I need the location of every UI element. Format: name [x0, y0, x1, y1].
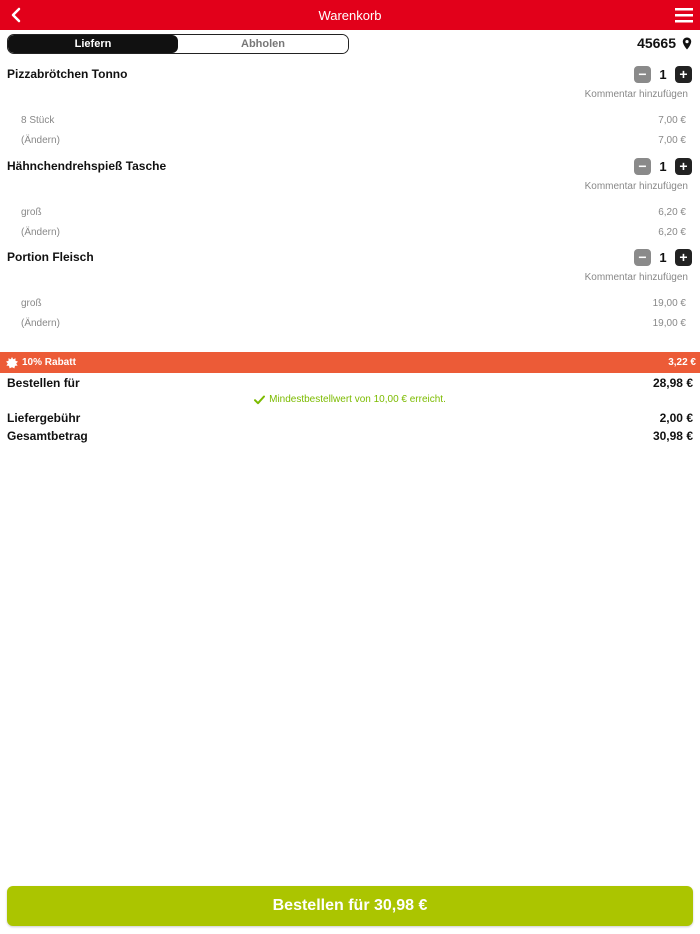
order-for-label: Bestellen für	[7, 376, 80, 390]
item-option: groß	[21, 207, 42, 218]
item-option: 8 Stück	[21, 115, 55, 126]
decrease-quantity-button[interactable]: −	[634, 249, 651, 266]
change-item-link[interactable]: (Ändern)	[21, 227, 60, 238]
tab-liefern[interactable]: Liefern	[8, 35, 178, 53]
delivery-mode-toggle	[7, 34, 349, 54]
increase-quantity-button[interactable]: +	[675, 249, 692, 266]
zip-selector[interactable]	[637, 35, 692, 51]
add-comment-link[interactable]: Kommentar hinzufügen	[584, 89, 688, 100]
delivery-fee-label: Liefergebühr	[7, 411, 81, 425]
place-order-button[interactable]: Bestellen für 30,98 €	[7, 886, 693, 926]
option-price: 7,00 €	[658, 115, 686, 126]
add-comment-link[interactable]: Kommentar hinzufügen	[584, 272, 688, 283]
item-total: 6,20 €	[658, 227, 686, 238]
item-total: 19,00 €	[652, 318, 686, 329]
quantity-value: 1	[659, 250, 667, 265]
zip-code: 45665	[637, 35, 676, 51]
discount-label: 10% Rabatt	[22, 357, 76, 368]
quantity-value: 1	[659, 159, 667, 174]
back-arrow-icon[interactable]	[8, 6, 26, 24]
location-pin-icon	[682, 37, 692, 50]
cart-item	[0, 159, 700, 249]
tab-abholen[interactable]: Abholen	[178, 35, 348, 53]
discount-star-icon	[6, 357, 18, 369]
total-row	[7, 429, 693, 443]
checkmark-icon	[254, 395, 265, 405]
option-price: 19,00 €	[652, 298, 686, 309]
cart-item	[0, 250, 700, 340]
discount-bar	[0, 352, 700, 373]
quantity-stepper	[634, 249, 692, 266]
add-comment-link[interactable]: Kommentar hinzufügen	[584, 181, 688, 192]
increase-quantity-button[interactable]: +	[675, 158, 692, 175]
delivery-fee-value: 2,00 €	[659, 411, 693, 425]
hamburger-menu-icon[interactable]	[674, 6, 694, 24]
quantity-stepper	[634, 66, 692, 83]
item-total: 7,00 €	[658, 135, 686, 146]
order-for-row	[7, 376, 693, 390]
total-label: Gesamtbetrag	[7, 429, 88, 443]
item-option: groß	[21, 298, 42, 309]
option-price: 6,20 €	[658, 207, 686, 218]
decrease-quantity-button[interactable]: −	[634, 158, 651, 175]
cart-item	[0, 67, 700, 157]
page-title: Warenkorb	[318, 7, 382, 23]
quantity-value: 1	[659, 67, 667, 82]
item-name: Portion Fleisch	[7, 250, 94, 264]
delivery-fee-row	[7, 411, 693, 425]
total-value: 30,98 €	[652, 429, 693, 443]
decrease-quantity-button[interactable]: −	[634, 66, 651, 83]
app-header	[0, 0, 700, 30]
change-item-link[interactable]: (Ändern)	[21, 318, 60, 329]
order-for-value: 28,98 €	[652, 376, 693, 390]
item-name: Hähnchendrehspieß Tasche	[7, 159, 167, 173]
change-item-link[interactable]: (Ändern)	[21, 135, 60, 146]
discount-value: 3,22 €	[668, 357, 696, 368]
increase-quantity-button[interactable]: +	[675, 66, 692, 83]
quantity-stepper	[634, 158, 692, 175]
minimum-order-text: Mindestbestellwert von 10,00 € erreicht.	[269, 394, 446, 405]
minimum-order-note	[0, 394, 700, 405]
item-name: Pizzabrötchen Tonno	[7, 67, 128, 81]
